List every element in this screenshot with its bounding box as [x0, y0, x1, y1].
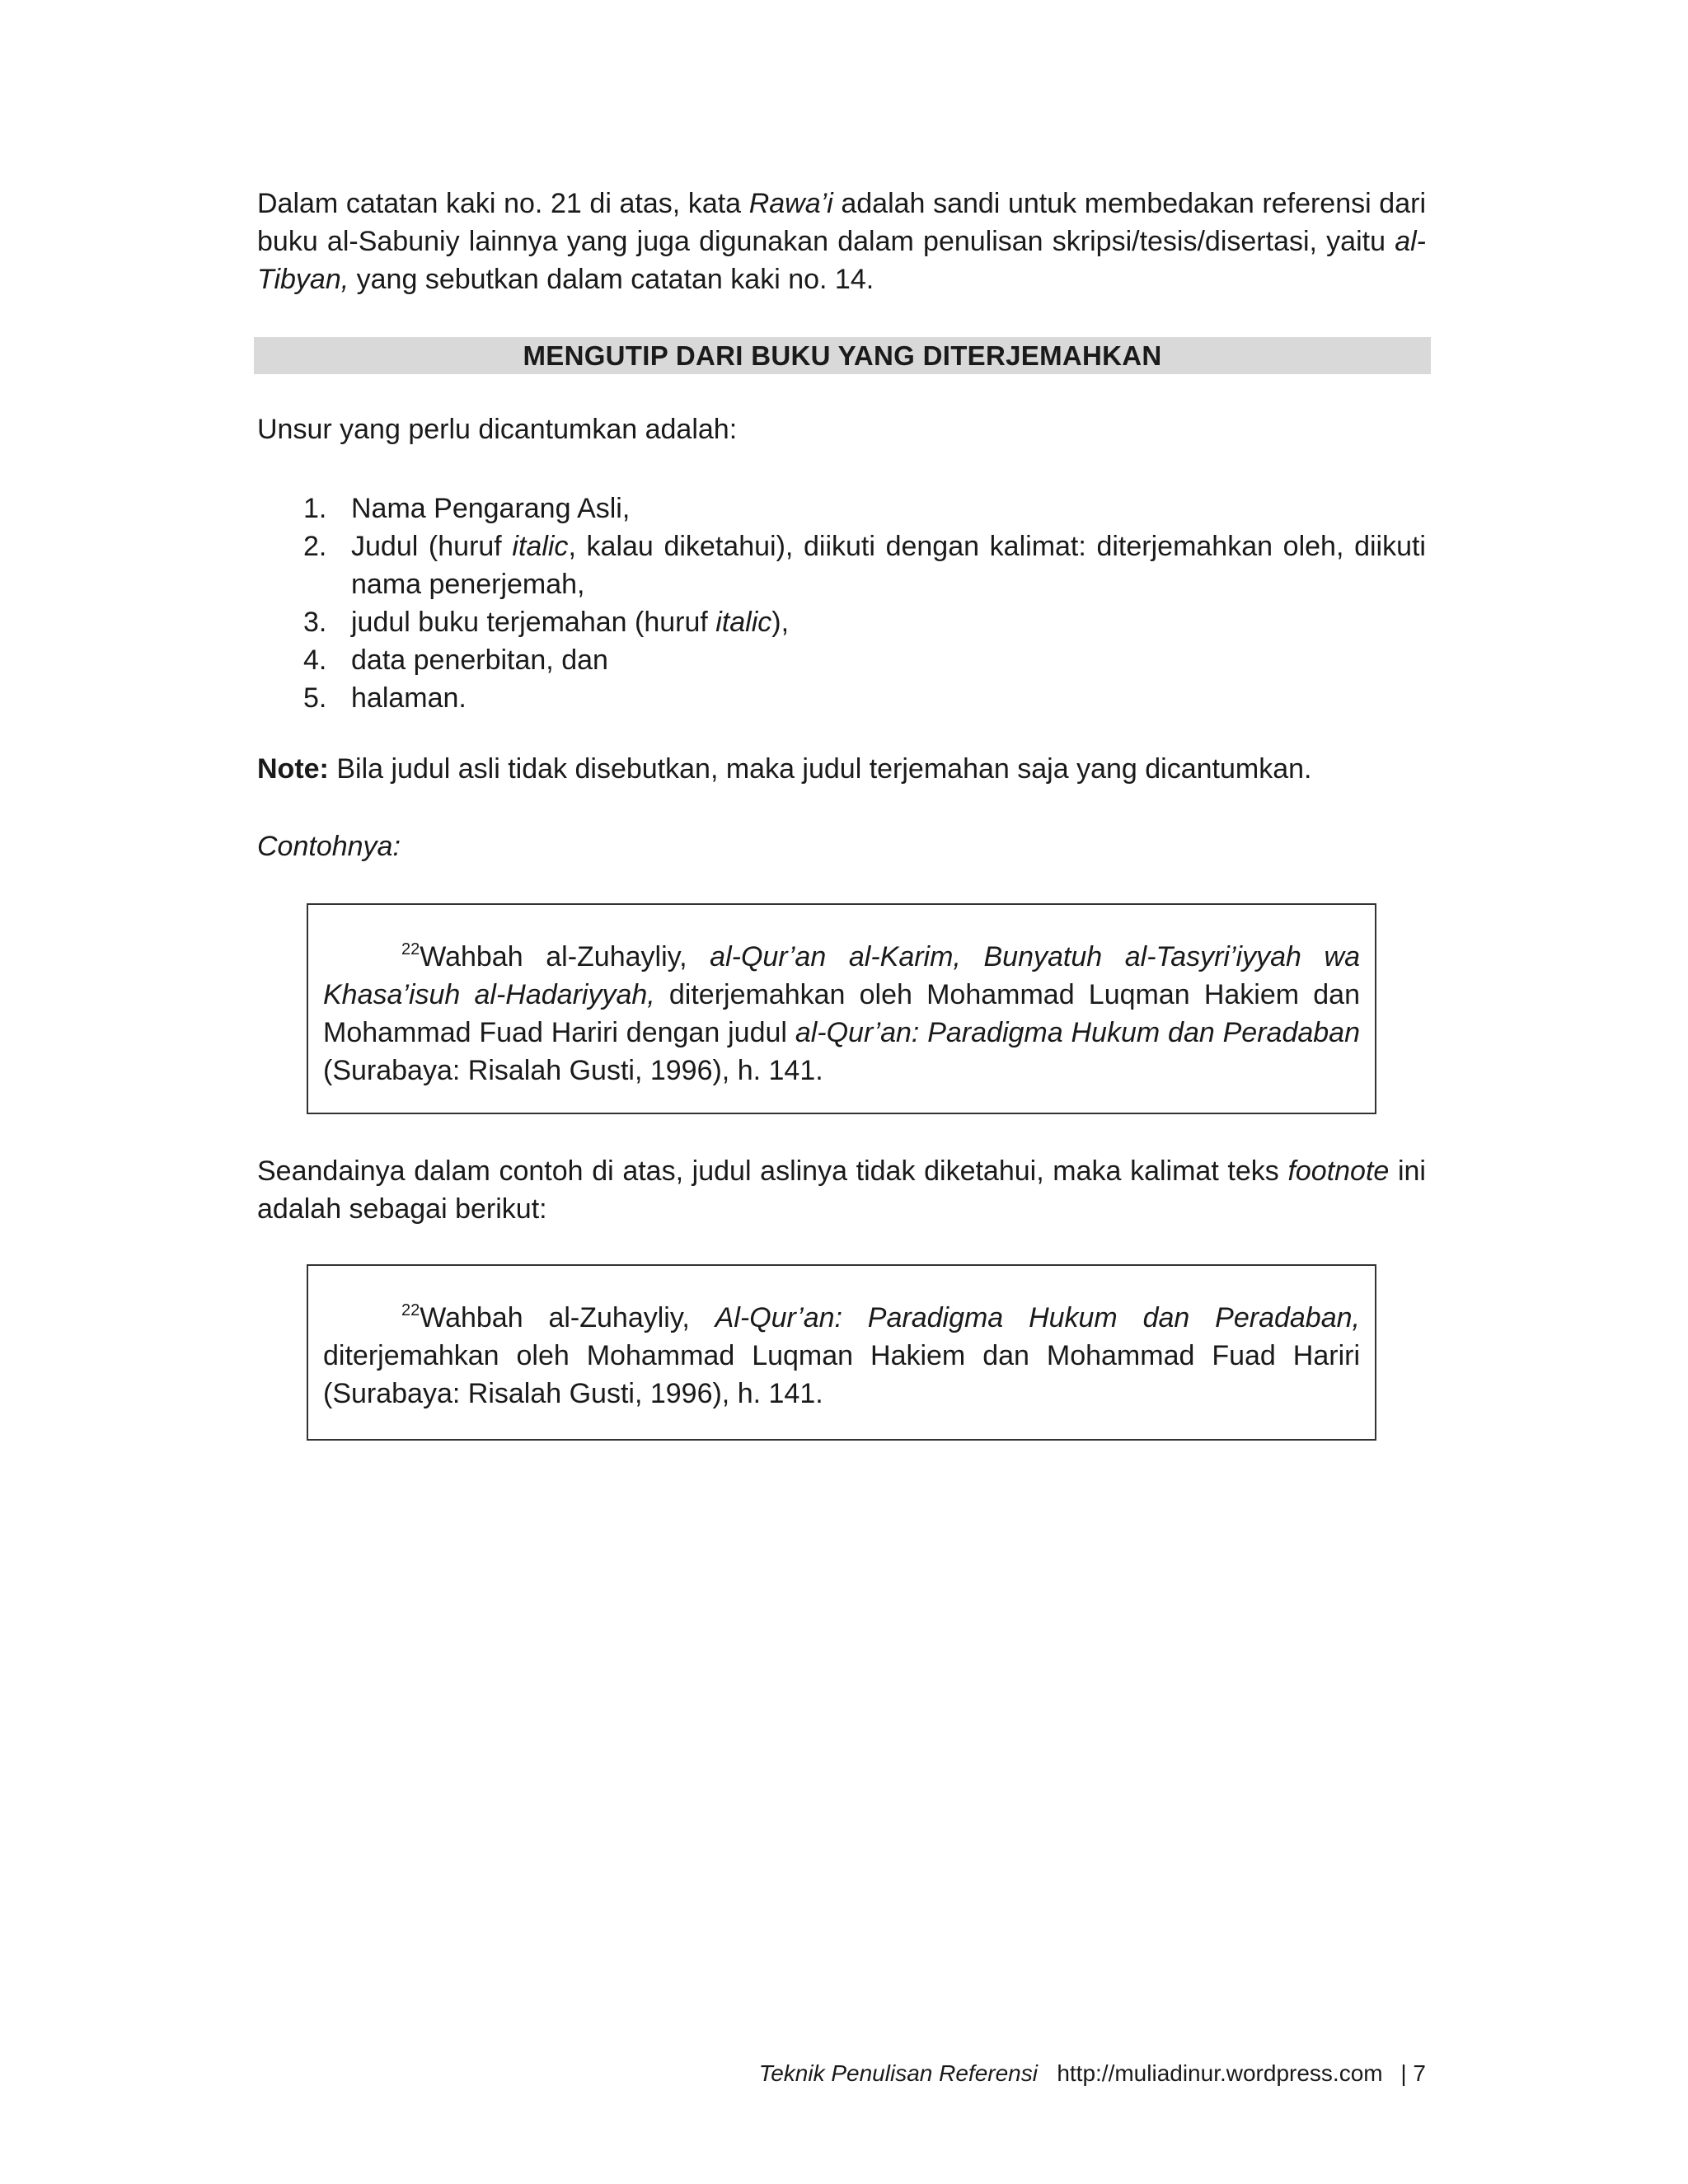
list-item [257, 527, 1426, 603]
list-text: judul buku terjemahan (huruf [351, 607, 716, 638]
note-label: Note: [257, 753, 329, 785]
footer-title: Teknik Penulisan Referensi [758, 2060, 1038, 2086]
paragraph-italic: footnote [1287, 1155, 1390, 1187]
list-text: Judul (huruf [351, 531, 513, 562]
list-item [257, 641, 1426, 679]
example-footnote-2 [323, 1299, 1360, 1413]
list-number: 3. [303, 607, 327, 638]
list-italic: italic [512, 531, 569, 562]
paragraph-text: ini adalah sebagai berikut: [257, 1155, 1426, 1225]
section-heading: MENGUTIP DARI BUKU YANG DITERJEMAHKAN [523, 340, 1162, 371]
list-number: 2. [303, 531, 327, 562]
intro-text: adalah sandi untuk membedakan referensi dari buku al-Sabuniy lainnya yang juga digunakan dalam penulisan skripsi/tesis/disertasi, yaitu [257, 188, 1426, 257]
list-number: 1. [303, 493, 327, 524]
page-number: | 7 [1400, 2060, 1426, 2086]
footnote-italic: al-Qur’an al-Karim, Bunyatuh al-Tasyri’iyyah wa Khasa’isuh al-Hadariyyah, [323, 941, 1360, 1010]
example-box-1 [307, 903, 1376, 1114]
footnote-text: Wahbah al-Zuhayliy, [420, 941, 710, 972]
intro-italic-rawai: Rawa’i [748, 188, 833, 219]
footer-url: http://muliadinur.wordpress.com [1057, 2060, 1383, 2086]
list-text: ), [771, 607, 790, 638]
intro-paragraph [257, 185, 1426, 298]
example-box-2 [307, 1264, 1376, 1441]
example-footnote-1 [323, 938, 1360, 1090]
footnote-italic: al-Qur’an: Paradigma Hukum dan Peradaban [795, 1017, 1360, 1048]
section-heading-bar [254, 337, 1431, 374]
list-italic: italic [715, 607, 772, 638]
list-item [257, 679, 1426, 717]
list-number: 5. [303, 682, 327, 714]
page-footer [577, 2059, 1426, 2088]
footnote-number: 22 [401, 1301, 420, 1319]
footnote-text: Wahbah al-Zuhayliy, [420, 1302, 715, 1333]
list-text: data penerbitan, dan [351, 644, 608, 676]
unsur-intro: Unsur yang perlu dicantumkan adalah: [257, 414, 738, 445]
footnote-text: (Surabaya: Risalah Gusti, 1996), h. 141. [323, 1055, 823, 1086]
list-text: , kalau diketahui), diikuti dengan kalimat: diterjemahkan oleh, diikuti nama penerjemah, [351, 531, 1426, 600]
note-paragraph [257, 750, 1426, 788]
list-number: 4. [303, 644, 327, 676]
note-text: Bila judul asli tidak disebutkan, maka judul terjemahan saja yang dicantumkan. [328, 753, 1312, 785]
list-item [257, 603, 1426, 641]
footnote-text: diterjemahkan oleh Mohammad Luqman Hakiem dan Mohammad Fuad Hariri dengan judul [323, 979, 1360, 1048]
footnote-italic: Al-Qur’an: Paradigma Hukum dan Peradaban, [715, 1302, 1360, 1333]
seandainya-paragraph [257, 1152, 1426, 1228]
list-text: Nama Pengarang Asli, [351, 493, 631, 524]
paragraph-text: Seandainya dalam contoh di atas, judul aslinya tidak diketahui, maka kalimat teks [257, 1155, 1288, 1187]
list-text: halaman. [351, 682, 467, 714]
intro-text: yang sebutkan dalam catatan kaki no. 14. [349, 264, 874, 295]
footnote-number: 22 [401, 940, 420, 958]
element-list [257, 490, 1426, 717]
intro-text: Dalam catatan kaki no. 21 di atas, kata [257, 188, 749, 219]
contoh-label: Contohnya: [257, 831, 401, 862]
footnote-text: diterjemahkan oleh Mohammad Luqman Hakiem dan Mohammad Fuad Hariri (Surabaya: Risalah Gusti, 1996), h. 141. [323, 1340, 1360, 1409]
list-item [257, 490, 1426, 527]
intro-italic-tibyan: al-Tibyan, [257, 226, 1426, 295]
